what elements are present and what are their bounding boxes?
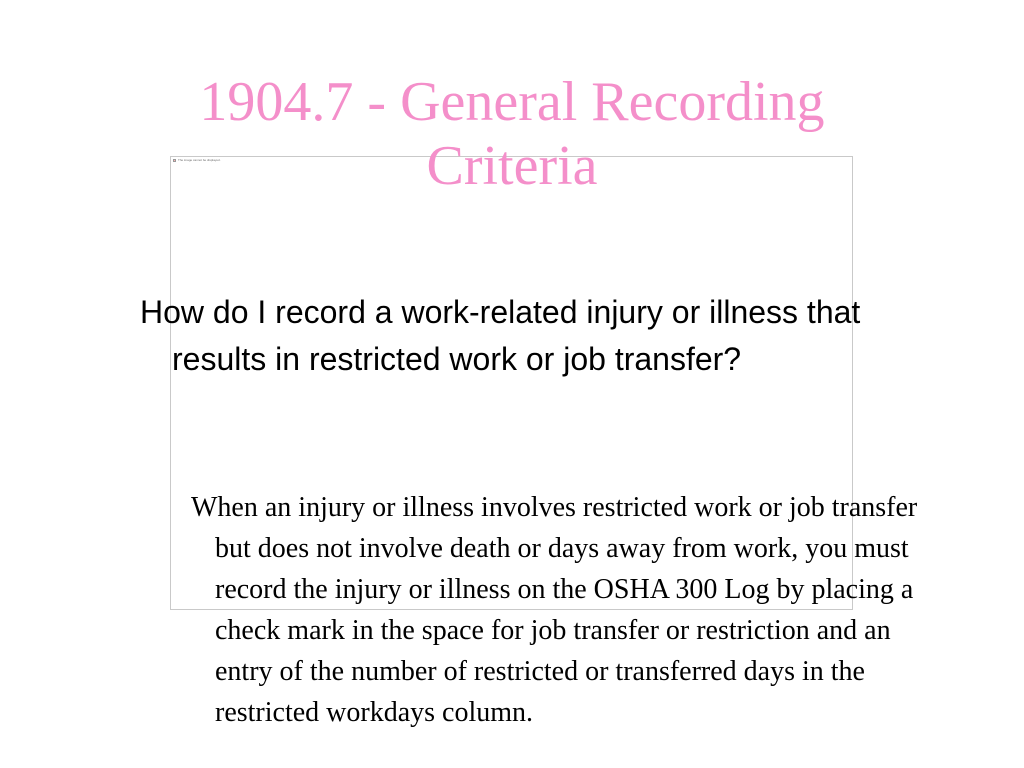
slide-answer: When an injury or illness involves restricted work or job transfer but does not involve death or days away from work, you must record the injury or illness on the OSHA 300 Log by placing a check mark in the space for job transfer or restriction and an entry of the number of restricted or transferred days in the restricted workdays column. [191, 492, 918, 728]
broken-image-label: The image cannot be displayed. [178, 158, 221, 162]
slide-title: 1904.7 - General Recording Criteria [199, 71, 825, 197]
slide-question: How do I record a work-related injury or illness that results in restricted work or job transfer? [140, 294, 861, 377]
